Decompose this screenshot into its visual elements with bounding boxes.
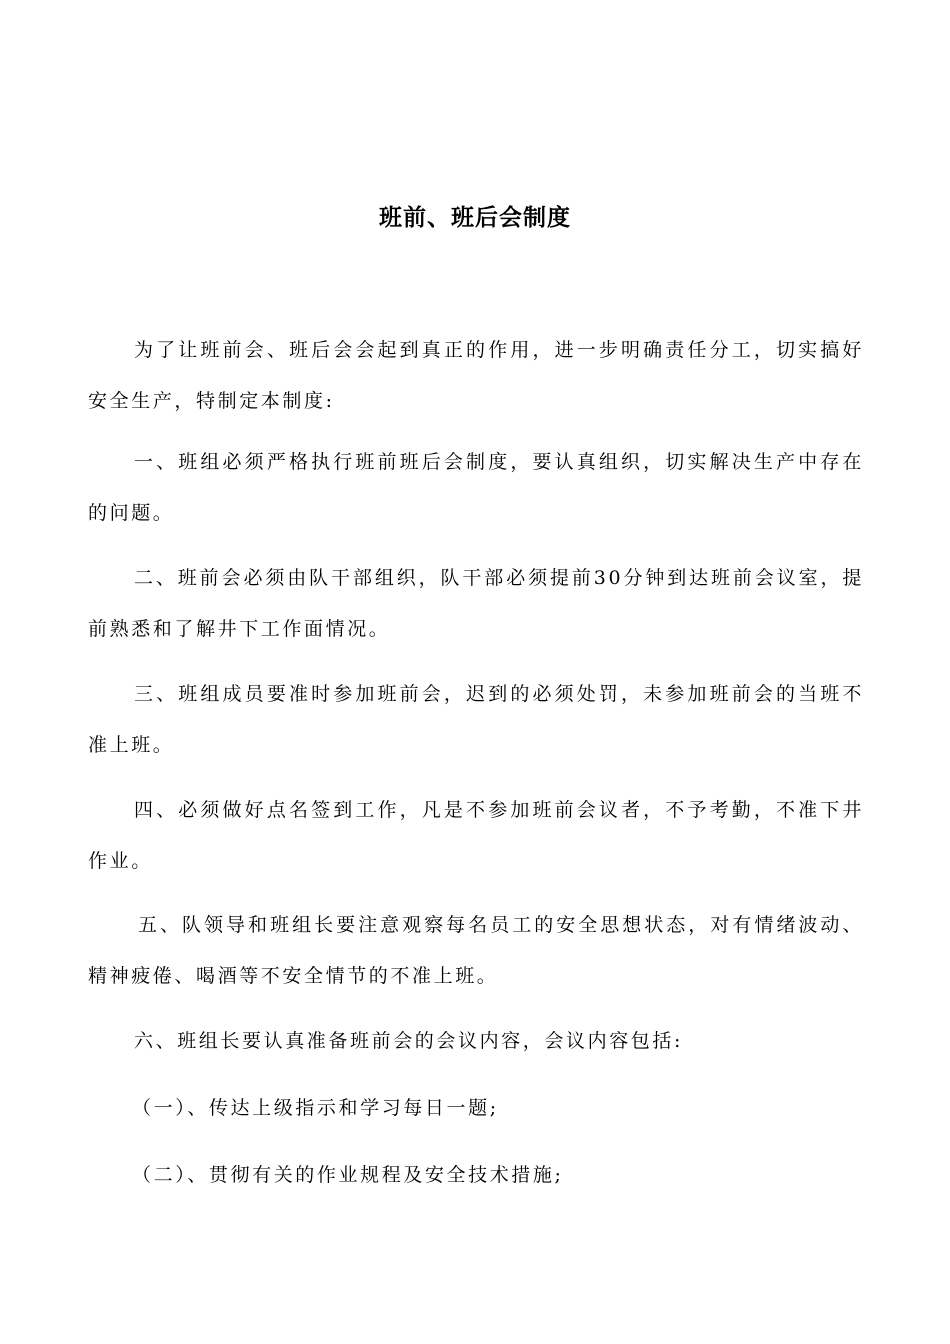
document-title: 班前、班后会制度: [379, 204, 571, 231]
rule-paragraph-5: 五、队领导和班组长要注意观察每名员工的安全思想状态，对有情绪波动、精神疲倦、喝酒等不安全情节的不准上班。: [88, 914, 864, 987]
rule-paragraph-1: 一、班组必须严格执行班前班后会制度，要认真组织，切实解决生产中存在的问题。: [88, 451, 864, 524]
rule-paragraph-4: 四、必须做好点名签到工作，凡是不参加班前会议者，不予考勤，不准下井作业。: [88, 799, 864, 872]
sub-item-2: （二）、贯彻有关的作业规程及安全技术措施;: [132, 1164, 564, 1186]
intro-paragraph: 为了让班前会、班后会会起到真正的作用，进一步明确责任分工，切实搞好安全生产，特制定本制度:: [88, 339, 864, 412]
rule-paragraph-6: 六、班组长要认真准备班前会的会议内容，会议内容包括:: [134, 1030, 684, 1052]
rule-paragraph-2: 二、班前会必须由队干部组织，队干部必须提前30分钟到达班前会议室，提前熟悉和了解井下工作面情况。: [88, 567, 864, 640]
sub-item-1: （一）、传达上级指示和学习每日一题;: [132, 1097, 499, 1119]
rule-paragraph-3: 三、班组成员要准时参加班前会，迟到的必须处罚，未参加班前会的当班不准上班。: [88, 683, 864, 756]
